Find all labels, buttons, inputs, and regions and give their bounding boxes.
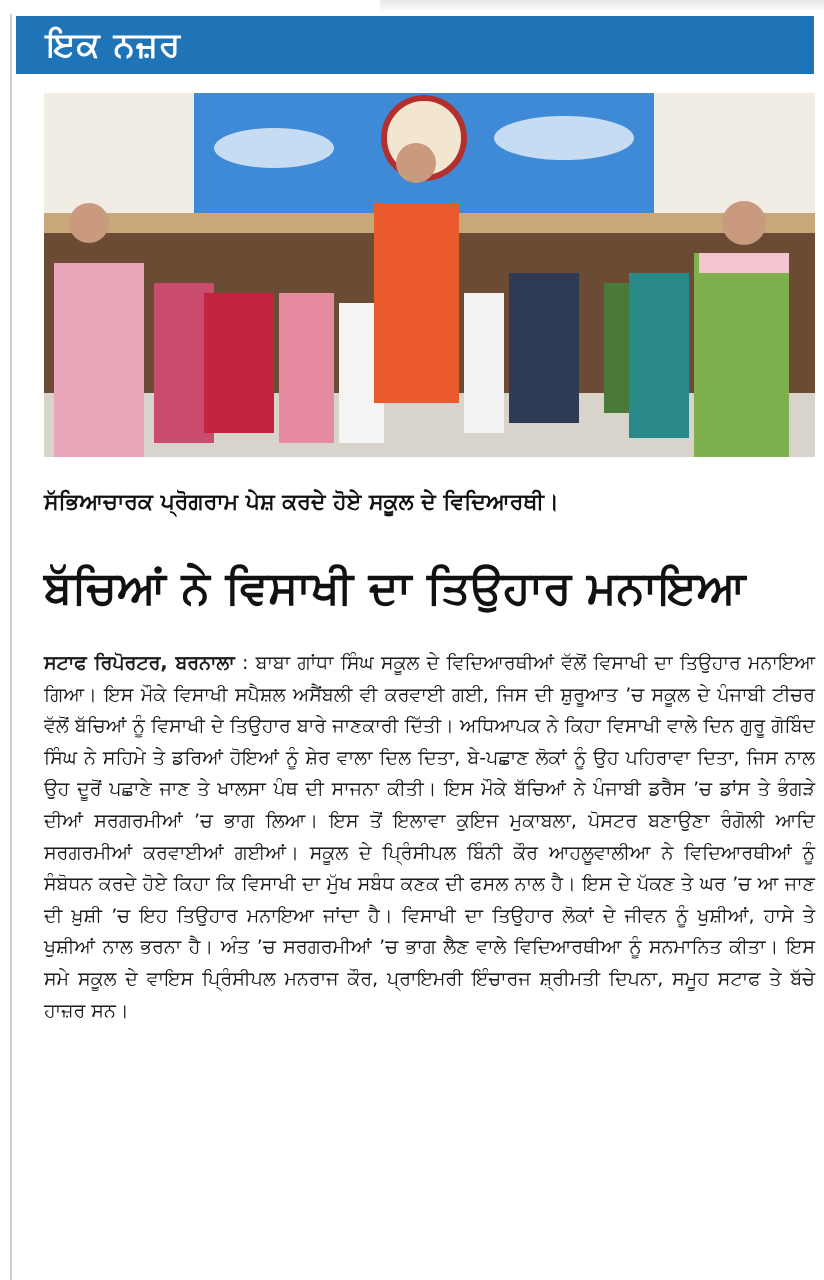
article-text: ਬਾਬਾ ਗਾਂਧਾ ਸਿੰਘ ਸਕੂਲ ਦੇ ਵਿਦਿਆਰਥੀਆਂ ਵੱਲੋਂ ਵਿਸਾਖੀ ਦਾ ਤਿਉਹਾਰ ਮਨਾਇਆ ਗਿਆ। ਇਸ ਮੌਕੇ ਵਿਸਾਖੀ ਸਪੈਸ਼ਲ ਅਸੈਂਬਲੀ ਵੀ ਕਰਵਾਈ ਗਈ, ਜਿਸ ਦੀ ਸ਼ੁਰੂਆਤ ’ਚ ਸਕੂਲ ਦੇ ਪੰਜਾਬੀ ਟੀਚਰ ਵੱਲੋਂ ਬੱਚਿਆਂ ਨੂੰ ਵਿਸਾਖੀ ਦੇ ਤਿਉਹਾਰ ਬਾਰੇ ਜਾਣਕਾਰੀ ਦਿੱਤੀ। ਅਧਿਆਪਕ ਨੇ ਕਿਹਾ ਵਿਸਾਖੀ ਵਾਲੇ ਦਿਨ ਗੁਰੂ ਗੋਬਿੰਦ ਸਿੰਘ ਨੇ ਸਹਿਮੇ ਤੇ ਡਰਿਆਂ ਹੋਇਆਂ ਨੂੰ ਸ਼ੇਰ ਵਾਲਾ ਦਿਲ ਦਿਤਾ, ਬੇ-ਪਛਾਣ ਲੋਕਾਂ ਨੂੰ ਉਹ ਪਹਿਰਾਵਾ ਦਿਤਾ, ਜਿਸ ਨਾਲ ਉਹ ਦੂਰੋਂ ਪਛਾਣੇ ਜਾਣ ਤੇ ਖਾਲਸਾ ਪੰਥ ਦੀ ਸਾਜਨਾ ਕੀਤੀ। ਇਸ ਮੌਕੇ ਬੱਚਿਆਂ ਨੇ ਪੰਜਾਬੀ ਡਰੈਸ ’ਚ ਡਾਂਸ ਤੇ ਭੰਗੜੇ ਦੀਆਂ ਸਰਗਰਮੀਆਂ ’ਚ ਭਾਗ ਲਿਆ। ਇਸ ਤੋਂ ਇਲਾਵਾ ਕੁਇਜ ਮੁਕਾਬਲਾ, ਪੋਸਟਰ ਬਣਾਉਣਾ ਰੰਗੋਲੀ ਆਦਿ ਸਰਗਰਮੀਆਂ ਕਰਵਾਈਆਂ ਗਈਆਂ। ਸਕੂਲ ਦੇ ਪ੍ਰਿੰਸੀਪਲ ਬਿੰਨੀ ਕੌਰ ਆਹਲੂਵਾਲੀਆ ਨੇ ਵਿਦਿਆਰਥੀਆਂ ਨੂੰ ਸੰਬੋਧਨ ਕਰਦੇ ਹੋਏ ਕਿਹਾ ਕਿ ਵਿਸਾਖੀ ਦਾ ਮੁੱਖ ਸਬੰਧ ਕਣਕ ਦੀ ਫਸਲ ਨਾਲ ਹੈ। ਇਸ ਦੇ ਪੱਕਣ ਤੇ ਘਰ ’ਚ ਆ ਜਾਣ ਦੀ ਖ਼ੁਸ਼ੀ ’ਚ ਇਹ ਤਿਉਹਾਰ ਮਨਾਇਆ ਜਾਂਦਾ ਹੈ। ਵਿਸਾਖੀ ਦਾ ਤਿਉਹਾਰ ਲੋਕਾਂ ਦੇ ਜੀਵਨ ਨੂੰ ਖੁਸ਼ੀਆਂ, ਹਾਸੇ ਤੇ ਖੁਸ਼ੀਆਂ ਨਾਲ ਭਰਨਾ ਹੈ। ਅੰਤ ’ਚ ਸਰਗਰਮੀਆਂ ’ਚ ਭਾਗ ਲੈਣ ਵਾਲੇ ਵਿਦਿਆਰਥੀਆ ਨੂੰ ਸਨਮਾਨਿਤ ਕੀਤਾ। ਇਸ ਸਮੇ ਸਕੂਲ ਦੇ ਵਾਇਸ ਪ੍ਰਿੰਸੀਪਲ ਮਨਰਾਜ ਕੌਰ, ਪ੍ਰਾਇਮਰੀ ਇੰਚਾਰਜ ਸ਼੍ਰੀਮਤੀ ਦਿਪਨਾ, ਸਮੂਹ ਸਟਾਫ ਤੇ ਬੱਚੇ ਹਾਜ਼ਰ ਸਨ। <box>44 652 815 1022</box>
section-header <box>16 16 814 74</box>
column-rule <box>10 14 12 1280</box>
article-body <box>44 648 815 1027</box>
byline-separator: : <box>234 652 256 674</box>
article-byline: ਸਟਾਫ ਰਿਪੋਰਟਰ, ਬਰਨਾਲਾ <box>44 652 235 674</box>
event-photo-illustration <box>44 93 815 457</box>
event-photo <box>44 93 815 457</box>
section-title: ਇਕ ਨਜ਼ਰ <box>46 25 182 65</box>
top-page-strip <box>380 0 824 10</box>
article-headline: ਬੱਚਿਆਂ ਨੇ ਵਿਸਾਖੀ ਦਾ ਤਿਉਹਾਰ ਮਨਾਇਆ <box>44 561 746 614</box>
photo-caption: ਸੱਭਿਆਚਾਰਕ ਪ੍ਰੋਗਰਾਮ ਪੇਸ਼ ਕਰਦੇ ਹੋਏ ਸਕੂਲ ਦੇ ਵਿਦਿਆਰਥੀ। <box>44 490 559 515</box>
